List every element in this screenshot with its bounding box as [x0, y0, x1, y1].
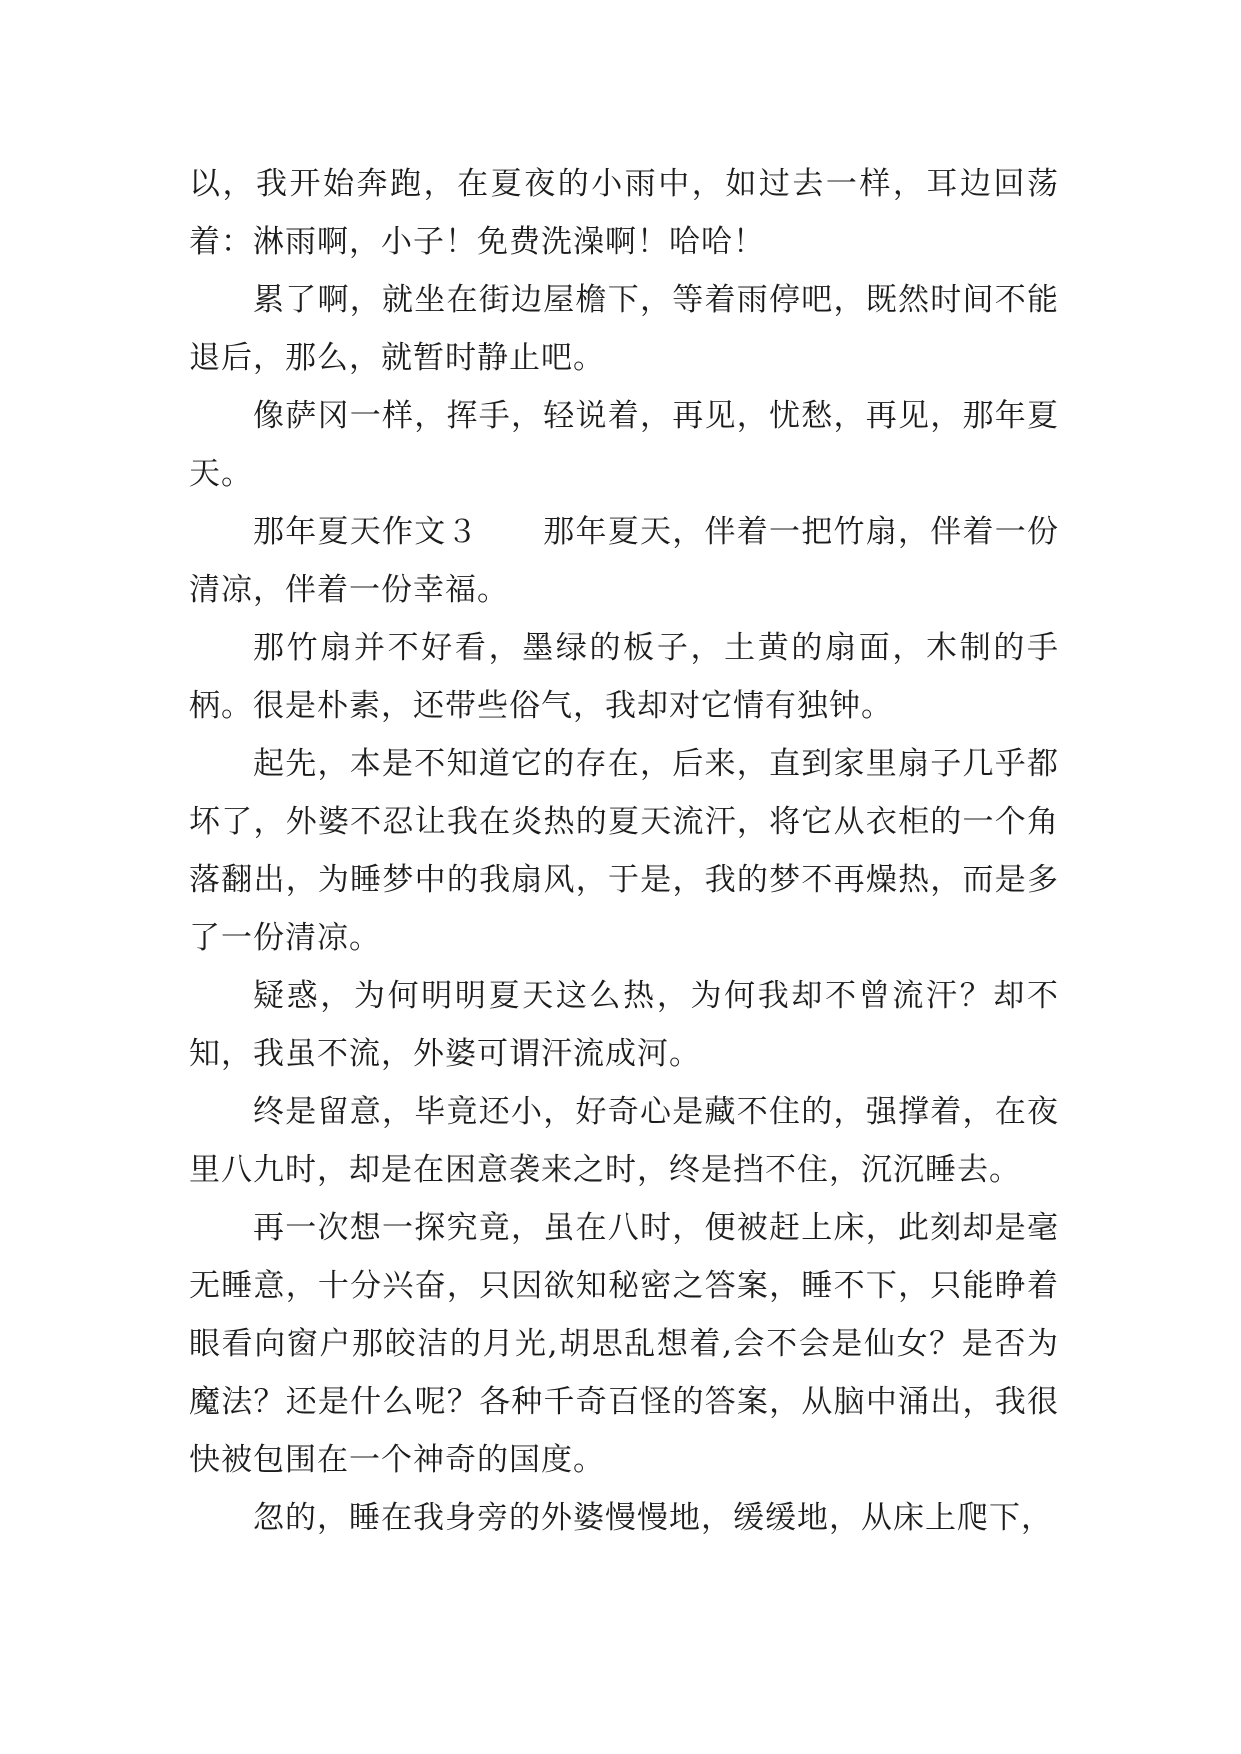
paragraph: 再一次想一探究竟，虽在八时，便被赶上床，此刻却是毫无睡意，十分兴奋，只因欲知秘密之答案，睡不下，只能睁着眼看向窗户那皎洁的月光,胡思乱想着,会不会是仙女？是否为魔法？还是什么呢？各种千奇百怪的答案，从脑中涌出，我很快被包围在一个神奇的国度。 — [189, 1210, 1059, 1478]
paragraph: 那年夏天作文３ 那年夏天，伴着一把竹扇，伴着一份清凉，伴着一份幸福。 — [189, 514, 1059, 608]
paragraph: 忽的，睡在我身旁的外婆慢慢地，缓缓地，从床上爬下， — [253, 1500, 1053, 1536]
paragraph: 累了啊，就坐在街边屋檐下，等着雨停吧，既然时间不能退后，那么，就暂时静止吧。 — [189, 282, 1059, 376]
paragraph: 终是留意，毕竟还小，好奇心是藏不住的，强撑着，在夜里八九时，却是在困意袭来之时，终是挡不住，沉沉睡去。 — [189, 1094, 1059, 1188]
paragraph: 疑惑，为何明明夏天这么热，为何我却不曾流汗？却不知，我虽不流，外婆可谓汗流成河。 — [189, 978, 1059, 1072]
document-body — [189, 155, 1059, 1547]
paragraph: 起先，本是不知道它的存在，后来，直到家里扇子几乎都坏了，外婆不忍让我在炎热的夏天流汗，将它从衣柜的一个角落翻出，为睡梦中的我扇风，于是，我的梦不再燥热，而是多了一份清凉。 — [189, 746, 1059, 956]
paragraph: 像萨冈一样，挥手，轻说着，再见，忧愁，再见，那年夏天。 — [189, 398, 1059, 492]
paragraph: 以，我开始奔跑，在夏夜的小雨中，如过去一样，耳边回荡着：淋雨啊，小子！免费洗澡啊！哈哈！ — [189, 166, 1059, 260]
paragraph: 那竹扇并不好看，墨绿的板子，土黄的扇面，木制的手柄。很是朴素，还带些俗气，我却对它情有独钟。 — [189, 630, 1059, 724]
